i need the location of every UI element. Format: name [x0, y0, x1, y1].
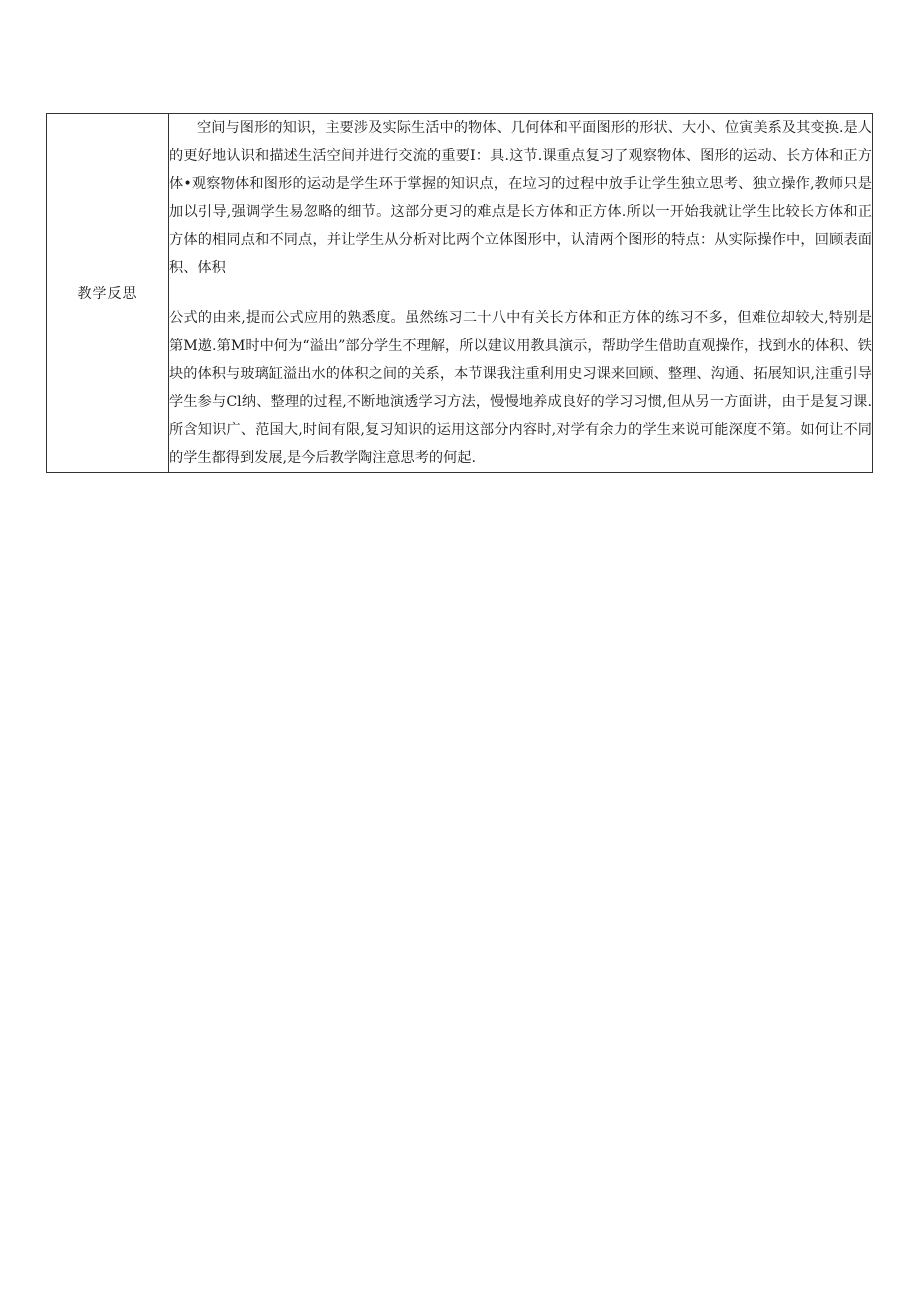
reflection-content — [169, 114, 873, 473]
reflection-paragraph-1: 空间与图形的知识，主要涉及实际生活中的物体、几何体和平面图形的形状、大小、位寅美系及其变换.是人的更好地认识和描述生活空间并进行交流的重要I：具.这节.课重点复习了观察物体、图形的运动、长方体和正方体•观察物体和图形的运动是学生环于掌握的知识点，在垃习的过程中放手让学生独立思考、独立操作,教师只是加以引导,强调学生易忽略的细节。这部分更习的难点是长方体和正方体.所以一开始我就让学生比较长方体和正方体的相同点和不同点，并让学生从分析对比两个立体图形中，认清两个图形的特点：从实际操作中，回顾表面积、体积 — [169, 120, 872, 276]
reflection-paragraph-2: 公式的由来,提而公式应用的熟悉度。虽然练习二十八中有关长方体和正方体的练习不多，但难位却较大,特别是第M遨.第M时中何为“溢出”部分学生不理解，所以建议用教具演示，帮助学生借助直观操作，找到水的体积、铁块的体积与玻璃缸溢出水的体积之间的关系，本节课我注重利用史习课来回顾、整理、沟通、拓展知识,注重引导学生参与Cl纳、整理的过程,不断地演透学习方法，慢慢地养成良好的学习习惯,但从另一方面讲，由于是复习课.所含知识广、范国大,时间有限,复习知识的运用这部分内容时,对学有余力的学生来说可能深度不第。如何让不同的学生都得到发展,是今后教学陶注意思考的何起. — [169, 310, 872, 466]
teaching-reflection-table — [46, 113, 873, 473]
table-row — [47, 114, 873, 473]
section-label: 教学反思 — [47, 114, 169, 473]
